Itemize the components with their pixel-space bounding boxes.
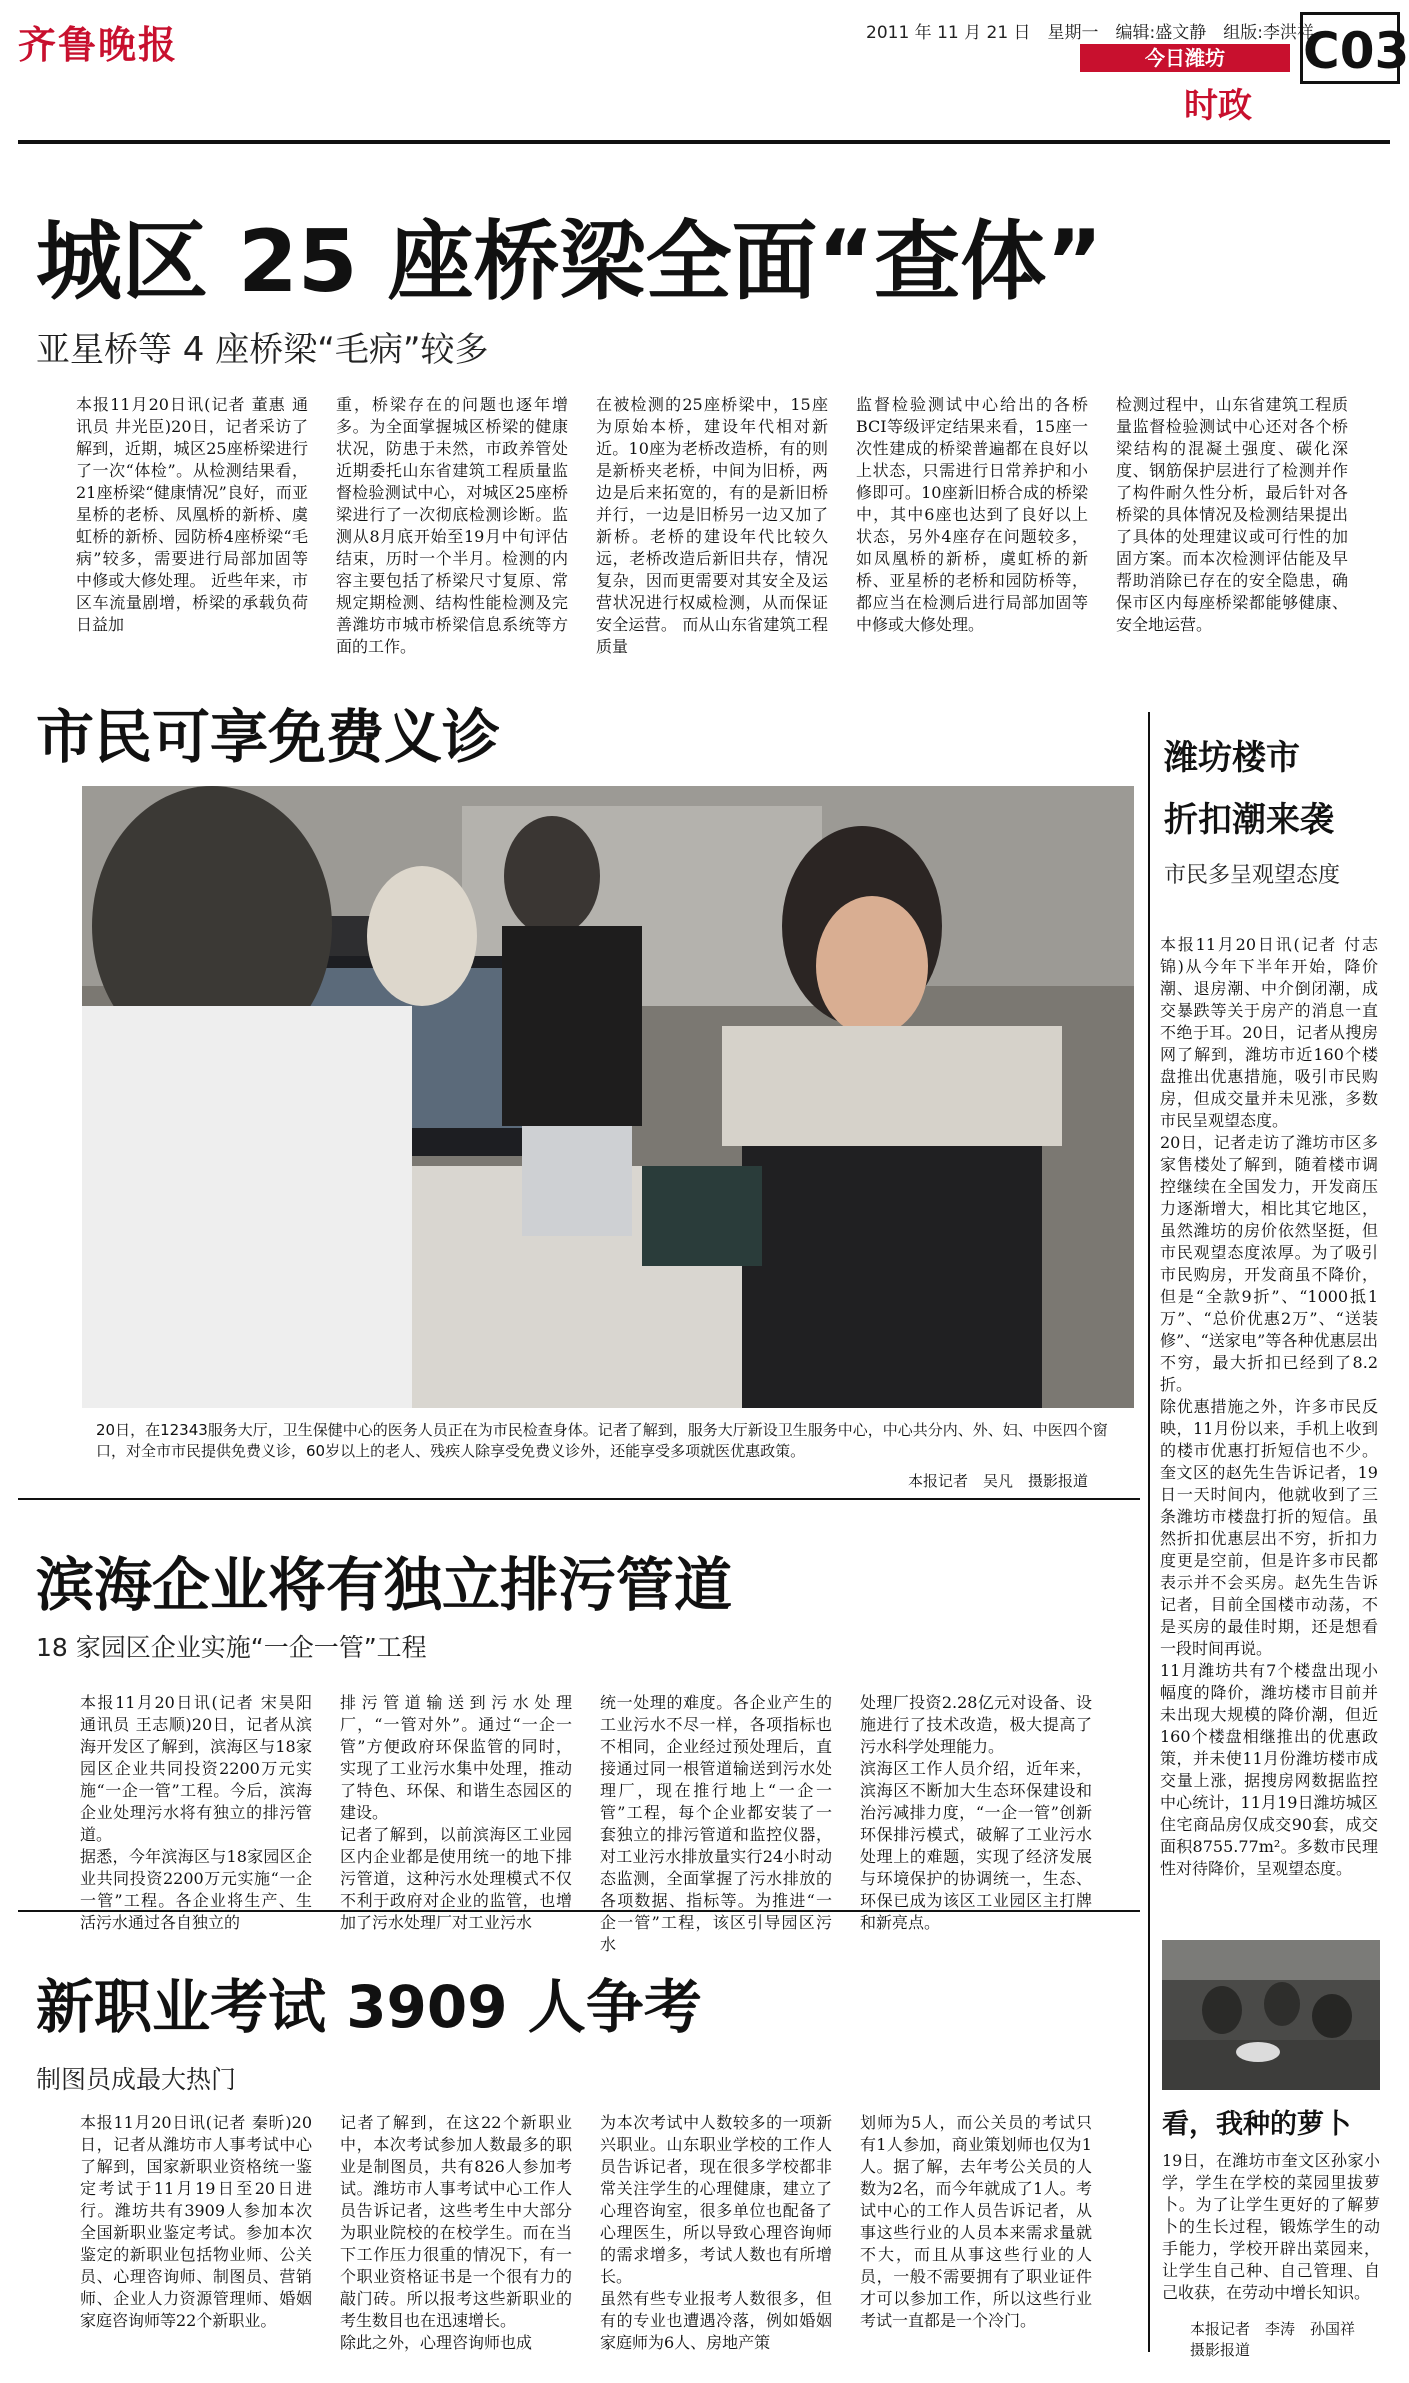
housing-title-1: 潍坊楼市 [1164,738,1300,778]
sewage-subheadline: 18 家园区企业实施“一企一管”工程 [36,1633,427,1662]
radish-body: 19日，在潍坊市奎文区孙家小学，学生在学校的菜园里拔萝卜。为了让学生更好的了解萝卜的生长过程，锻炼学生的动手能力，学校开辟出菜园来，让学生自己种、自己管理、自己收获，在劳动中增长知识。 [1162,2151,1380,2302]
bridges-col-3: 在被检测的25座桥梁中，15座为原始本桥，建设年代相对新近。10座为老桥改造桥，有的则是新桥夹老桥，中间为旧桥，两边是后来拓宽的，有的是新旧桥并行，一边是旧桥另一边又加了新桥。老桥的建设年代比较久远，老桥改造后新旧共存，情况复杂，因而更需要对其安全及运营状况进行权威检测，从而保证安全运营。 而从山东省建筑工程质量 [596,395,828,656]
top-rule [18,140,1390,144]
sewage-col-3: 统一处理的难度。各企业产生的工业污水不尽一样，各项指标也不相同，企业经过预处理后，直接通过同一根管道输送到污水处理厂，现在推行地上“一企一管”工程，每个企业都安装了一套独立的排污管道和监控仪器，对工业污水排放量实行24小时动态监测，全面掌握了污水排放的各项数据、指标等。为推进“一企一管”工程，该区引导园区污水 [600,1693,832,1954]
section-banner: 今日潍坊 [1080,44,1290,72]
bridges-col-1: 本报11月20日讯(记者 董惠 通讯员 井光臣)20日，记者采访了解到，近期，城区25座桥梁进行了一次“体检”。从检测结果看，21座桥梁“健康情况”良好，而亚星桥的老桥、凤凰桥的新桥、虞虹桥的新桥、园防桥4座桥梁“毛病”较多，需要进行局部加固等中修或大修处理。 近些年来，市区车流量剧增，桥梁的承载负荷日益加 [76,395,308,634]
clinic-headline: 市民可享免费义诊 [36,703,501,771]
section-name: 时政 [1184,86,1252,126]
exam-col-2: 记者了解到，在这22个新职业中，本次考试参加人数最多的职业是制图员，共有826人参加考试。潍坊市人事考试中心工作人员告诉记者，这些考生中大部分为职业院校的在校学生。而在当下工作压力很重的情况下，有一个职业资格证书是一个很有力的敲门砖。所以报考这些新职业的考生数目也在迅速增长。 除此之外，心理咨询师也成 [340,2113,572,2352]
radish-photo [1162,1940,1380,2090]
issue-info: 2011 年 11 月 21 日 星期一 编辑:盛文静 组版:李洪祥 [866,23,1315,43]
clinic-credit: 本报记者 吴凡 摄影报道 [908,1472,1089,1490]
exam-headline: 新职业考试 3909 人争考 [36,1973,702,2041]
paper-logo: 齐鲁晚报 [18,22,179,67]
divider-exam [18,1910,1140,1912]
sewage-col-1: 本报11月20日讯(记者 宋昊阳 通讯员 王志顺)20日，记者从滨海开发区了解到，滨海区与18家园区企业共同投资2200万元实施“一企一管”工程。今后，滨海企业处理污水将有独立的排污管道。 据悉，今年滨海区与18家园区企业共同投资2200万元实施“一企一管”工程。各企业将生产、生活污水通过各自独立的 [80,1693,312,1932]
clinic-photo-image [82,786,1134,1408]
bridges-col-2: 重，桥梁存在的问题也逐年增多。为全面掌握城区桥梁的健康状况，防患于未然，市政养管处近期委托山东省建筑工程质量监督检验测试中心，对城区25座桥梁进行了一次彻底检测诊断。监测从8月底开始至19月中旬评估结束，历时一个半月。检测的内容主要包括了桥梁尺寸复原、常规定期检测、结构性能检测及完善潍坊市城市桥梁信息系统等方面的工作。 [336,395,568,656]
radish-photo-image [1162,1940,1380,2090]
bridges-headline: 城区 25 座桥梁全面“查体” [36,212,1103,312]
bridges-col-4: 监督检验测试中心给出的各桥BCI等级评定结果来看，15座一次性建成的桥梁普遍都在良好以上状态，只需进行日常养护和小修即可。10座新旧桥合成的桥梁中，其中6座也达到了良好以上状态，另外4座存在问题较多，如凤凰桥的新桥，虞虹桥的新桥、亚星桥的老桥和园防桥等，都应当在检测后进行局部加固等中修或大修处理。 [856,395,1088,634]
housing-body: 本报11月20日讯(记者 付志锦)从今年下半年开始，降价潮、退房潮、中介倒闭潮，成交暴跌等关于房产的消息一直不绝于耳。20日，记者从搜房网了解到，潍坊市近160个楼盘推出优惠措施，吸引市民购房，但成交量并未见涨，多数市民呈观望态度。 20日，记者走访了潍坊市区多家售楼处了解到，随着楼市调控继续在全国发力，开发商压力逐渐增大，相比其它地区，虽然潍坊的房价依然坚挺，但市民观望态度浓厚。为了吸引市民购房，开发商虽不降价，但是“全款9折”、“1000抵1万”、“总价优惠2万”、“送装修”、“送家电”等各种优惠层出不穷，最大折扣已经到了8.2折。 除优惠措施之外，许多市民反映，11月份以来，手机上收到的楼市优惠打折短信也不少。奎文区的赵先生告诉记者，19日一天时间内，他就收到了三条潍坊市楼盘打折的短信。虽然折扣优惠层出不穷，折扣力度更是空前，但是许多市民都表示并不会买房。赵先生告诉记者，目前全国楼市动荡，不是买房的最佳时期，还是想看一段时间再说。 11月潍坊共有7个楼盘出现小幅度的降价，潍坊楼市目前并未出现大规模的降价潮，但近160个楼盘相继推出的优惠政策，并未使11月份潍坊楼市成交量上涨，据搜房网数据监控中心统计，11月19日潍坊城区住宅商品房仅成交90套，成交面积8755.77m²。多数市民理性对待降价，呈观望态度。 [1160,935,1378,1878]
sewage-col-4: 处理厂投资2.28亿元对设备、设施进行了技术改造，极大提高了污水科学处理能力。 滨海区工作人员介绍，近年来，滨海区不断加大生态环保建设和治污减排力度，“一企一管”创新环保排污模式，破解了工业污水处理上的难题，实现了经济发展与环境保护的协调统一，生态、环保已成为该区工业园区主打牌和新亮点。 [860,1693,1092,1932]
page-number: C03 [1300,12,1400,84]
exam-col-1: 本报11月20日讯(记者 秦昕)20日，记者从潍坊市人事考试中心了解到，国家新职业资格统一鉴定考试于11月19日至20日进行。潍坊共有3909人参加本次全国新职业鉴定考试。参加本次鉴定的新职业包括物业师、公关员、心理咨询师、制图员、营销师、企业人力资源管理师、婚姻家庭咨询师等22个新职业。 [80,2113,312,2330]
exam-col-4: 划师为5人，而公关员的考试只有1人参加，商业策划师也仅为1人。据了解，去年考公关员的人数为2名，而今年就成了1人。考试中心的工作人员告诉记者，从事这些行业的人员本来需求量就不大，而且从事这些行业的人员，一般不需要拥有了职业证件才可以参加工作，所以这些行业考试一直都是一个冷门。 [860,2113,1092,2330]
clinic-caption: 20日，在12343服务大厅，卫生保健中心的医务人员正在为市民检查身体。记者了解到，服务大厅新设卫生服务中心，中心共分内、外、妇、中医四个窗口，对全市市民提供免费义诊，60岁以上的老人、残疾人除享受免费义诊外，还能享受多项就医优惠政策。 [96,1421,1108,1460]
bridges-subheadline: 亚星桥等 4 座桥梁“毛病”较多 [36,330,489,370]
exam-subheadline: 制图员成最大热门 [36,2065,237,2094]
sewage-headline: 滨海企业将有独立排污管道 [36,1551,733,1619]
sewage-col-2: 排污管道输送到污水处理厂，“一管对外”。通过“一企一管”方便政府环保监管的同时，实现了工业污水集中处理，推动了特色、环保、和谐生态园区的建设。 记者了解到，以前滨海区工业园区内企业都是使用统一的地下排污管道，这种污水处理模式不仅不利于政府对企业的监管，也增加了污水处理厂对工业污水 [340,1693,572,1932]
divider-sewage [18,1498,1140,1500]
radish-title: 看，我种的萝卜 [1162,2109,1351,2140]
housing-subtitle: 市民多呈观望态度 [1164,863,1341,888]
radish-credit: 本报记者 李涛 孙国祥 摄影报道 [1190,2320,1371,2359]
sidebar-divider [1148,712,1150,2352]
clinic-photo [82,786,1134,1408]
exam-col-3: 为本次考试中人数较多的一项新兴职业。山东职业学校的工作人员告诉记者，现在很多学校都非常关注学生的心理健康，建立了心理咨询室，很多单位也配备了心理医生，所以导致心理咨询师的需求增多，考试人数也有所增长。 虽然有些专业报考人数很多，但有的专业也遭遇冷落，例如婚姻家庭师为6人、房地产策 [600,2113,832,2352]
housing-title-2: 折扣潮来袭 [1164,800,1334,840]
bridges-col-5: 检测过程中，山东省建筑工程质量监督检验测试中心还对各个桥梁结构的混凝土强度、碳化深度、钢筋保护层进行了检测并作了构件耐久性分析，最后针对各桥梁的具体情况及检测结果提出了具体的处理建议或可行性的加固方案。而本次检测评估能及早帮助消除已存在的安全隐患，确保市区内每座桥梁都能够健康、安全地运营。 [1116,395,1348,634]
